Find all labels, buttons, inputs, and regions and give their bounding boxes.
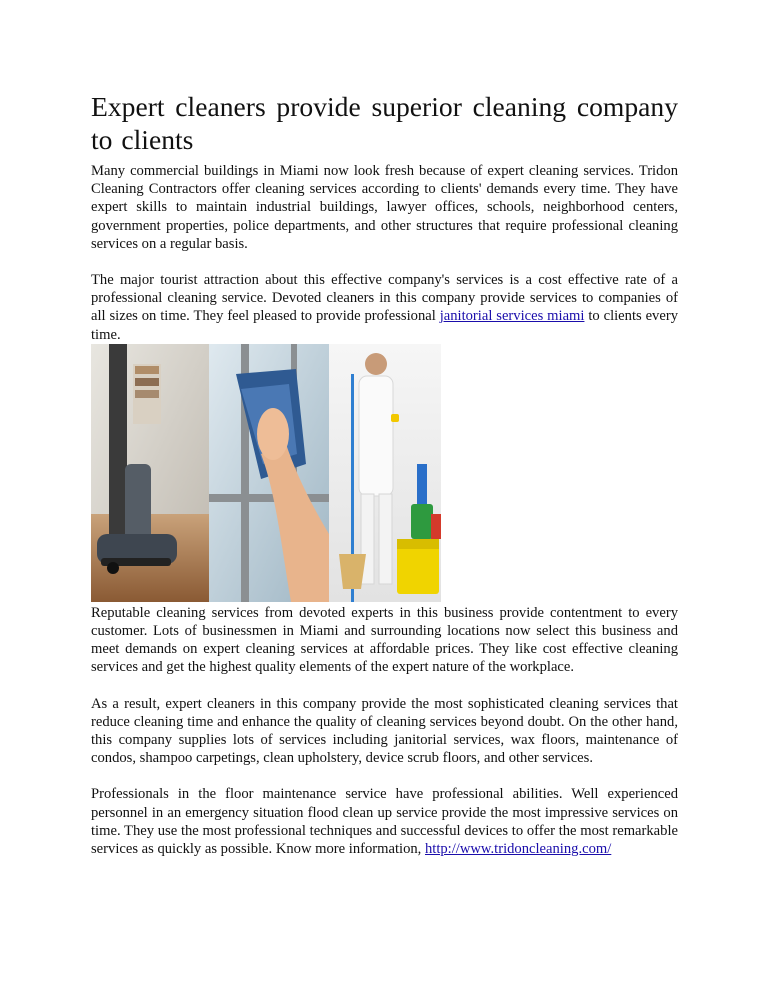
- paragraph-3: Reputable cleaning services from devoted experts in this business provide contentment to every customer. Lots of businessmen in Miami and surrounding locations now select this business and meet demands on expert cleaning services at affordable prices. They like cost effective cleaning services and get the highest quality elements of the expert nature of the workplace.: [91, 604, 678, 676]
- paragraph-2: [91, 271, 678, 344]
- cleaning-collage-image: [91, 344, 441, 602]
- tridon-website-link[interactable]: http://www.tridoncleaning.com/: [424, 841, 612, 858]
- janitorial-services-link[interactable]: janitorial services miami: [439, 308, 585, 325]
- paragraph-2-tail: to clients every time.: [91, 308, 678, 343]
- paragraph-5: [91, 785, 678, 858]
- paragraph-2-text: The major tourist attraction about this effective company's services is a cost effective rate of a professional cleaning service. Devoted cleaners in this company provide services to companies of all sizes on time. They feel pleased to provide professional: [91, 272, 678, 325]
- article: [91, 90, 678, 858]
- paragraph-1: Many commercial buildings in Miami now look fresh because of expert cleaning services. Tridon Cleaning Contractors offer cleaning services according to clients' demands every time. They have expert skills to maintain industrial buildings, lawyer offices, schools, neighborhood centers, government properties, police departments, and other structures that require professional cleaning services on a regular basis.: [91, 163, 678, 252]
- paragraph-5-text: Professionals in the floor maintenance service have professional abilities. Well experienced personnel in an emergency situation flood clean up service provide the most impressive services on time. They use the most professional techniques and successful devices to offer the most remarkable services as quickly as possible. Know more information,: [91, 786, 678, 858]
- paragraph-4: As a result, expert cleaners in this company provide the most sophisticated cleaning services that reduce cleaning time and enhance the quality of cleaning services beyond doubt. On the other hand, this company supplies lots of services including janitorial services, wax floors, maintenance of condos, shampoo carpetings, clean upholstery, device scrub floors, and other services.: [91, 695, 678, 767]
- article-title: Expert cleaners provide superior cleaning company to clients: [91, 91, 678, 155]
